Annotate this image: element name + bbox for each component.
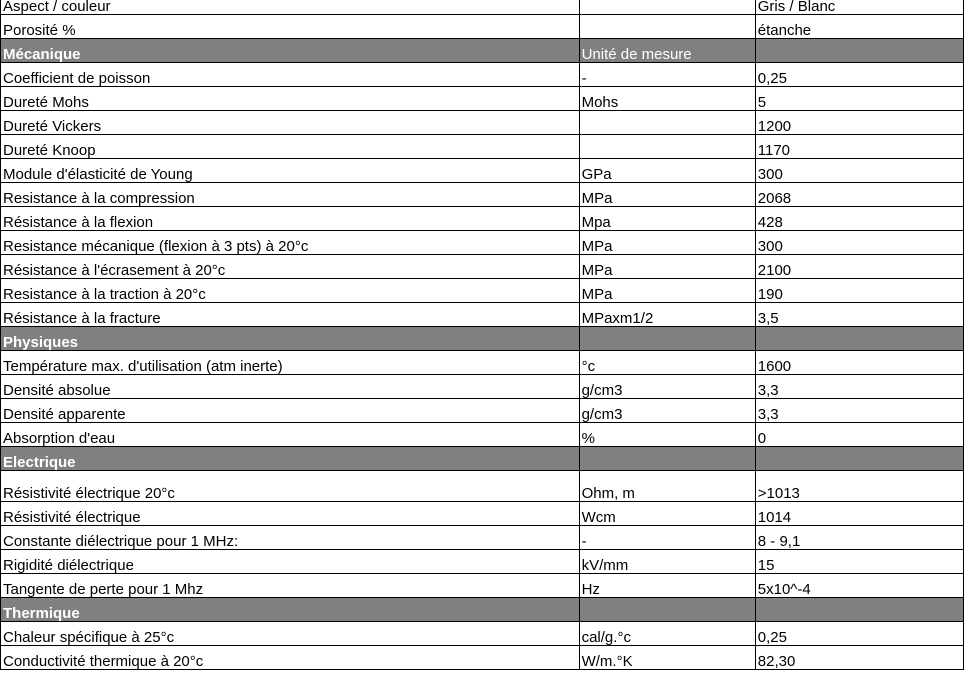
section-title-cell[interactable]: Mécanique [1, 39, 580, 63]
table-row [1, 303, 964, 327]
section-header-row [1, 447, 964, 471]
unit-cell[interactable] [579, 111, 755, 135]
table-row [1, 279, 964, 303]
value-cell[interactable]: 300 [755, 159, 963, 183]
section-title-cell[interactable]: Thermique [1, 598, 580, 622]
unit-cell[interactable]: MPa [579, 231, 755, 255]
table-row [1, 351, 964, 375]
unit-cell[interactable]: % [579, 423, 755, 447]
table-row [1, 0, 964, 15]
property-name-cell[interactable]: Resistance mécanique (flexion à 3 pts) à 20°c [1, 231, 580, 255]
unit-cell[interactable]: g/cm3 [579, 399, 755, 423]
value-cell[interactable]: 0 [755, 423, 963, 447]
unit-cell[interactable] [579, 15, 755, 39]
table-row [1, 471, 964, 502]
table-row [1, 550, 964, 574]
table-row [1, 15, 964, 39]
section-unit-cell[interactable]: Unité de mesure [579, 39, 755, 63]
section-header-row [1, 598, 964, 622]
value-cell[interactable]: 428 [755, 207, 963, 231]
unit-cell[interactable]: kV/mm [579, 550, 755, 574]
unit-cell[interactable]: Mohs [579, 87, 755, 111]
property-name-cell[interactable]: Conductivité thermique à 20°c [1, 646, 580, 670]
value-cell[interactable]: 2100 [755, 255, 963, 279]
value-cell[interactable]: 2068 [755, 183, 963, 207]
property-name-cell[interactable]: Coefficient de poisson [1, 63, 580, 87]
section-value-cell[interactable] [755, 327, 963, 351]
table-row [1, 502, 964, 526]
value-cell[interactable]: 190 [755, 279, 963, 303]
value-cell[interactable]: 8 - 9,1 [755, 526, 963, 550]
property-name-cell[interactable]: Densité apparente [1, 399, 580, 423]
table-row [1, 183, 964, 207]
unit-cell[interactable] [579, 0, 755, 15]
property-name-cell[interactable]: Température max. d'utilisation (atm inerte) [1, 351, 580, 375]
unit-cell[interactable]: - [579, 526, 755, 550]
property-name-cell[interactable]: Module d'élasticité de Young [1, 159, 580, 183]
value-cell[interactable]: 5x10^-4 [755, 574, 963, 598]
table-row [1, 622, 964, 646]
property-name-cell[interactable]: Porosité % [1, 15, 580, 39]
property-name-cell[interactable]: Résistance à l'écrasement à 20°c [1, 255, 580, 279]
table-row [1, 646, 964, 670]
unit-cell[interactable]: Ohm, m [579, 471, 755, 502]
table-row [1, 63, 964, 87]
section-header-row [1, 327, 964, 351]
value-cell[interactable]: 1170 [755, 135, 963, 159]
properties-table-body [1, 0, 964, 670]
property-name-cell[interactable]: Absorption d'eau [1, 423, 580, 447]
value-cell[interactable]: Gris / Blanc [755, 0, 963, 15]
property-name-cell[interactable]: Résistance à la flexion [1, 207, 580, 231]
unit-cell[interactable]: °c [579, 351, 755, 375]
property-name-cell[interactable]: Résistivité électrique [1, 502, 580, 526]
value-cell[interactable]: 3,3 [755, 375, 963, 399]
property-name-cell[interactable]: Résistivité électrique 20°c [1, 471, 580, 502]
unit-cell[interactable]: GPa [579, 159, 755, 183]
unit-cell[interactable]: MPa [579, 255, 755, 279]
value-cell[interactable]: 1014 [755, 502, 963, 526]
property-name-cell[interactable]: Constante diélectrique pour 1 MHz: [1, 526, 580, 550]
section-value-cell[interactable] [755, 447, 963, 471]
table-row [1, 231, 964, 255]
value-cell[interactable]: 82,30 [755, 646, 963, 670]
value-cell[interactable]: 300 [755, 231, 963, 255]
unit-cell[interactable]: g/cm3 [579, 375, 755, 399]
value-cell[interactable]: 1200 [755, 111, 963, 135]
unit-cell[interactable]: Wcm [579, 502, 755, 526]
unit-cell[interactable]: - [579, 63, 755, 87]
property-name-cell[interactable]: Dureté Vickers [1, 111, 580, 135]
table-row [1, 423, 964, 447]
section-value-cell[interactable] [755, 39, 963, 63]
property-name-cell[interactable]: Resistance à la compression [1, 183, 580, 207]
value-cell[interactable]: 5 [755, 87, 963, 111]
property-name-cell[interactable]: Densité absolue [1, 375, 580, 399]
table-row [1, 207, 964, 231]
section-value-cell[interactable] [755, 598, 963, 622]
property-name-cell[interactable]: Résistance à la fracture [1, 303, 580, 327]
section-title-cell[interactable]: Electrique [1, 447, 580, 471]
table-row [1, 375, 964, 399]
value-cell[interactable]: 3,3 [755, 399, 963, 423]
section-unit-cell[interactable] [579, 447, 755, 471]
section-unit-cell[interactable] [579, 598, 755, 622]
value-cell[interactable]: 15 [755, 550, 963, 574]
value-cell[interactable]: étanche [755, 15, 963, 39]
value-cell[interactable]: 1600 [755, 351, 963, 375]
table-row [1, 159, 964, 183]
section-title-cell[interactable]: Physiques [1, 327, 580, 351]
unit-cell[interactable]: Hz [579, 574, 755, 598]
table-row [1, 574, 964, 598]
property-name-cell[interactable]: Rigidité diélectrique [1, 550, 580, 574]
value-cell[interactable]: 3,5 [755, 303, 963, 327]
unit-cell[interactable]: W/m.°K [579, 646, 755, 670]
unit-cell[interactable] [579, 135, 755, 159]
table-row [1, 135, 964, 159]
value-cell[interactable]: 0,25 [755, 63, 963, 87]
table-row [1, 255, 964, 279]
unit-cell[interactable]: MPa [579, 183, 755, 207]
property-name-cell[interactable]: Dureté Mohs [1, 87, 580, 111]
value-cell[interactable]: 0,25 [755, 622, 963, 646]
value-cell[interactable]: >1013 [755, 471, 963, 502]
unit-cell[interactable]: cal/g.°c [579, 622, 755, 646]
property-name-cell[interactable]: Tangente de perte pour 1 Mhz [1, 574, 580, 598]
property-name-cell[interactable]: Dureté Knoop [1, 135, 580, 159]
property-name-cell[interactable]: Resistance à la traction à 20°c [1, 279, 580, 303]
section-unit-cell[interactable] [579, 327, 755, 351]
unit-cell[interactable]: MPaxm1/2 [579, 303, 755, 327]
table-row [1, 111, 964, 135]
section-header-row [1, 39, 964, 63]
property-name-cell[interactable]: Aspect / couleur [1, 0, 580, 15]
property-name-cell[interactable]: Chaleur spécifique à 25°c [1, 622, 580, 646]
table-row [1, 399, 964, 423]
table-row [1, 526, 964, 550]
unit-cell[interactable]: Mpa [579, 207, 755, 231]
unit-cell[interactable]: MPa [579, 279, 755, 303]
table-row [1, 87, 964, 111]
